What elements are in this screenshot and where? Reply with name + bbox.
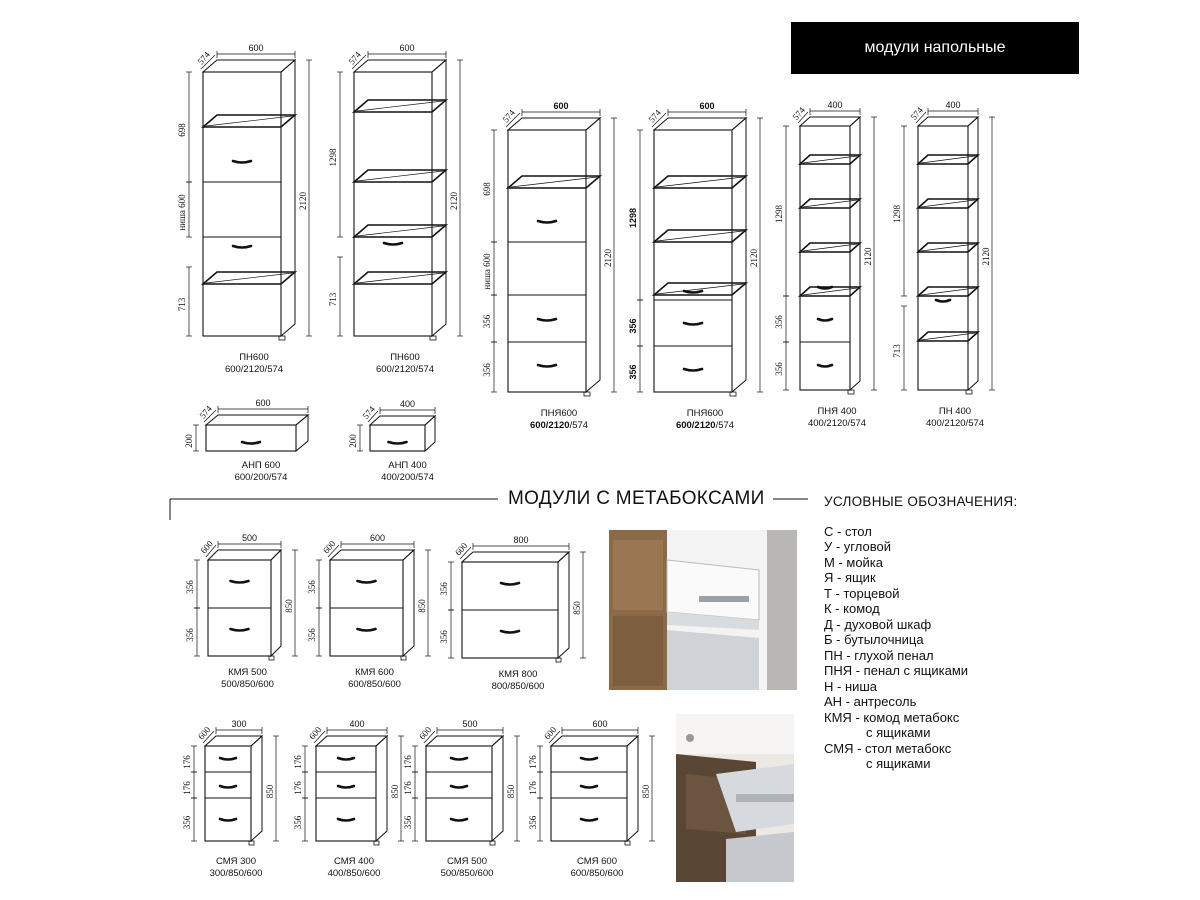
section-dimension: 356 <box>628 364 638 380</box>
metabox-photo-2 <box>676 714 794 882</box>
depth-dimension: 600 <box>198 538 215 556</box>
section-dimension: 1298 <box>774 205 784 223</box>
depth-dimension: 600 <box>196 724 213 742</box>
height-dimension: 2120 <box>298 192 308 210</box>
width-dimension: 400 <box>399 399 416 409</box>
section-dimension: 713 <box>892 344 902 358</box>
header-title: модули напольные <box>791 22 1079 74</box>
depth-dimension: 600 <box>307 724 324 742</box>
section-dimension: 356 <box>185 580 195 594</box>
legend-item: ПНЯ - пенал с ящиками <box>824 663 969 678</box>
width-dimension: 300 <box>231 719 247 729</box>
section-dimension: 356 <box>774 362 784 376</box>
depth-dimension: 574 <box>500 107 517 125</box>
section-dimension: 356 <box>482 314 492 329</box>
depth-dimension: 574 <box>790 105 807 122</box>
section-dimension: ниша 600 <box>177 194 187 231</box>
module-name: АНП 400 <box>388 460 427 471</box>
module-size: 600/850/600 <box>570 868 624 879</box>
width-dimension: 600 <box>248 43 264 53</box>
module-name: АНП 600 <box>241 460 281 471</box>
module-size: 600/2120/574 <box>375 364 435 375</box>
module-size: 600/2120/574 <box>224 364 284 375</box>
section-dimension: 356 <box>528 815 538 830</box>
section-dimension: 356 <box>182 815 192 830</box>
depth-dimension: 600 <box>453 540 470 558</box>
legend-item: ПН - глухой пенал <box>824 647 934 663</box>
section-dimension: 1298 <box>328 148 338 167</box>
module-size: 600/850/600 <box>348 679 401 690</box>
module-name: КМЯ 500 <box>228 667 267 678</box>
module-name: ПН600 <box>239 352 269 363</box>
width-dimension: 500 <box>241 533 258 543</box>
module-name: СМЯ 300 <box>215 856 257 867</box>
height-dimension: 850 <box>506 784 516 799</box>
height-dimension: 2120 <box>863 247 873 266</box>
section-dimension: 713 <box>177 297 187 312</box>
legend <box>824 494 1044 772</box>
module-name: СМЯ 500 <box>446 856 488 867</box>
metabox-photo-1 <box>609 530 797 690</box>
legend-item: КМЯ - комод метабокс <box>824 709 960 725</box>
legend-title: УСЛОВНЫЕ ОБОЗНАЧЕНИЯ: <box>824 494 1018 509</box>
legend-item-continuation: с ящиками <box>866 756 931 771</box>
depth-dimension: 574 <box>346 49 363 67</box>
section-dimension: 176 <box>403 781 413 795</box>
module-size: 600/200/574 <box>234 472 288 483</box>
height-dimension: 850 <box>390 784 400 799</box>
legend-item: Я - ящик <box>824 570 876 585</box>
width-dimension: 400 <box>945 100 961 110</box>
module-name: СМЯ 600 <box>576 856 618 867</box>
legend-item: Т - торцевой <box>824 585 900 601</box>
section-dimension: 176 <box>293 755 303 769</box>
height-dimension: 2120 <box>603 249 613 267</box>
module-name: ПН 400 <box>938 406 972 417</box>
module-size: 800/850/600 <box>491 681 545 692</box>
depth-dimension: 600 <box>417 724 434 742</box>
depth-dimension: 574 <box>646 107 663 125</box>
section-dimension: 698 <box>177 123 187 137</box>
height-dimension: 850 <box>284 599 294 613</box>
height-dimension: 850 <box>641 784 651 799</box>
section-dimension: 200 <box>184 434 194 448</box>
section-dimension: 176 <box>528 755 538 769</box>
depth-dimension: 600 <box>542 724 559 742</box>
depth-dimension: 600 <box>321 538 338 556</box>
section-dimension: 1298 <box>892 205 902 223</box>
width-dimension: 600 <box>553 101 569 111</box>
width-dimension: 500 <box>462 719 478 729</box>
depth-dimension: 574 <box>908 105 925 122</box>
module-name: КМЯ 800 <box>498 669 538 680</box>
legend-list <box>824 524 1044 772</box>
width-dimension: 600 <box>592 719 608 729</box>
module-name: ПНЯ 400 <box>817 406 857 417</box>
height-dimension: 2120 <box>749 249 759 267</box>
section-dimension: 356 <box>482 363 492 377</box>
module-name: КМЯ 600 <box>355 667 394 678</box>
section-dimension: 356 <box>774 315 784 329</box>
depth-dimension: 574 <box>360 404 377 421</box>
section-dimension: 356 <box>293 815 303 830</box>
section-dimension: 698 <box>482 182 492 196</box>
legend-item: Н - ниша <box>824 678 878 694</box>
section-dimension: 356 <box>628 318 638 334</box>
section-dimension: 356 <box>185 628 195 642</box>
legend-item: АН - антресоль <box>824 694 917 709</box>
legend-item: Б - бутылочница <box>824 632 924 647</box>
section-title: МОДУЛИ С МЕТАБОКСАМИ <box>500 488 773 510</box>
legend-item-continuation: с ящиками <box>866 725 931 740</box>
width-dimension: 600 <box>399 43 415 53</box>
module-size: 400/200/574 <box>381 472 434 483</box>
section-dimension: 356 <box>439 582 449 596</box>
module-name: ПНЯ600 <box>540 408 578 419</box>
section-dimension: ниша 600 <box>482 253 492 290</box>
width-dimension: 600 <box>369 533 386 543</box>
module-size: 600/2120/574 <box>529 420 589 431</box>
section-dimension: 356 <box>439 630 449 644</box>
module-name: ПНЯ600 <box>686 408 724 419</box>
width-dimension: 600 <box>255 398 271 408</box>
depth-dimension: 574 <box>195 49 212 67</box>
section-dimension: 1298 <box>628 207 638 229</box>
section-dimension: 176 <box>403 755 413 769</box>
width-dimension: 400 <box>349 719 365 729</box>
module-size: 400/850/600 <box>327 868 381 879</box>
height-dimension: 850 <box>265 784 275 799</box>
module-size: 500/850/600 <box>221 679 274 690</box>
module-name: ПН600 <box>390 352 420 363</box>
legend-item: М - мойка <box>824 554 884 570</box>
section-dimension: 176 <box>182 755 192 769</box>
module-size: 600/2120/574 <box>675 420 735 431</box>
legend-item: С - стол <box>824 523 872 539</box>
section-dimension: 713 <box>328 292 338 307</box>
module-size: 400/2120/574 <box>925 418 985 429</box>
height-dimension: 850 <box>572 601 582 615</box>
section-dimension: 356 <box>307 580 317 594</box>
section-dimension: 176 <box>293 781 303 795</box>
module-size: 300/850/600 <box>209 868 263 879</box>
height-dimension: 2120 <box>449 192 459 210</box>
depth-dimension: 574 <box>197 403 214 421</box>
width-dimension: 800 <box>513 535 529 545</box>
legend-item: У - угловой <box>824 539 891 554</box>
module-name: СМЯ 400 <box>333 856 375 867</box>
section-dimension: 176 <box>528 781 538 795</box>
width-dimension: 400 <box>827 100 843 110</box>
width-dimension: 600 <box>699 101 715 111</box>
section-dimension: 356 <box>403 815 413 830</box>
module-size: 500/850/600 <box>440 868 494 879</box>
section-dimension: 176 <box>182 781 192 795</box>
legend-item: К - комод <box>824 601 880 616</box>
section-dimension: 200 <box>348 434 358 448</box>
legend-item: Д - духовой шкаф <box>824 616 932 632</box>
height-dimension: 850 <box>417 599 427 613</box>
height-dimension: 2120 <box>981 247 991 266</box>
legend-item: СМЯ - стол метабокс <box>824 740 952 756</box>
section-dimension: 356 <box>307 628 317 642</box>
module-size: 400/2120/574 <box>807 418 867 429</box>
